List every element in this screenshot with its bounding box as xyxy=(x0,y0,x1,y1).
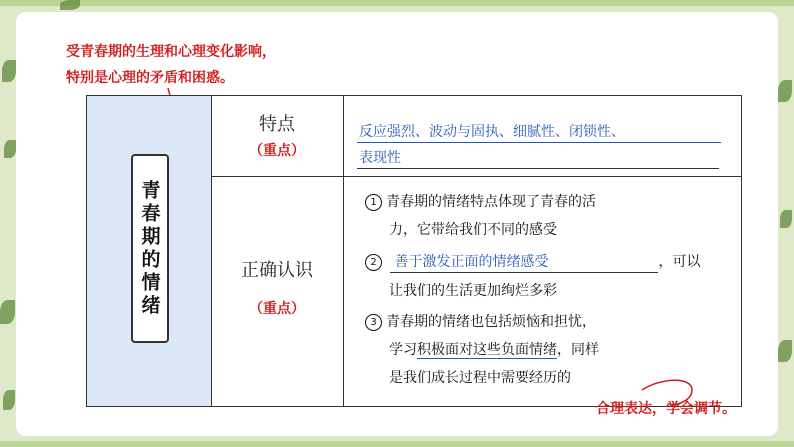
row-divider xyxy=(211,176,741,177)
number-circle-icon: 2 xyxy=(365,254,382,271)
item-1-line-1: 青春期的情绪特点体现了青春的活 xyxy=(386,194,596,210)
note-line-1: 受青春期的生理和心理变化影响， xyxy=(66,44,276,60)
answer-underline xyxy=(357,168,719,169)
item-3-line-2c: ，同样 xyxy=(557,342,599,358)
features-answer-line-2: 表现性 xyxy=(359,150,401,166)
item-3-line-2a: 学习 xyxy=(389,342,417,358)
row-label-correct-understanding: 正确认识 xyxy=(241,260,313,281)
leaf-icon xyxy=(0,300,15,324)
features-answer-line-1: 反应强烈、波动与固执、细腻性、闭锁性、 xyxy=(359,124,625,140)
teacher-note xyxy=(66,42,276,88)
row-label-features: 特点 xyxy=(259,114,295,135)
item-2-line-2: 让我们的生活更加绚烂多彩 xyxy=(389,283,557,299)
leaf-icon xyxy=(778,340,792,362)
item-3-line-1: 青春期的情绪也包括烦恼和担忧， xyxy=(386,314,596,330)
item-2-answer: 善于激发正面的情绪感受 xyxy=(394,254,549,270)
item-3-line-3: 是我们成长过程中需要经历的 xyxy=(389,370,571,386)
table-title-box xyxy=(131,154,169,343)
leaf-icon xyxy=(3,390,15,410)
item-3 xyxy=(365,312,599,388)
leaf-icon xyxy=(778,80,792,102)
item-3-answer: 合理表达，学会调节。 xyxy=(596,401,736,417)
fill-in-blank xyxy=(390,252,658,273)
number-circle-icon: 1 xyxy=(365,194,382,211)
number-circle-icon: 3 xyxy=(365,314,382,331)
content-table xyxy=(86,95,742,407)
leaf-icon xyxy=(780,210,792,228)
item-2-after: ，可以 xyxy=(658,254,701,270)
leaf-icon xyxy=(2,60,16,82)
answer-underline xyxy=(357,142,721,143)
key-point-tag: （重点） xyxy=(249,301,305,317)
top-stripe xyxy=(0,0,794,6)
item-1-line-2: 力，它带给我们不同的感受 xyxy=(389,222,557,238)
item-1 xyxy=(365,192,596,240)
item-2 xyxy=(365,252,700,301)
table-title-cell xyxy=(87,96,211,406)
note-line-2: 特别是心理的矛盾和困惑。 xyxy=(66,70,234,86)
bottom-stripe xyxy=(0,441,794,447)
table-title: 青春期的情绪 xyxy=(138,179,161,318)
leaf-icon xyxy=(60,0,80,10)
key-point-tag: （重点） xyxy=(249,143,305,159)
item-3-underlined: 积极面对这些负面情绪 xyxy=(417,342,557,358)
column-divider xyxy=(343,96,344,406)
leaf-icon xyxy=(4,140,16,158)
